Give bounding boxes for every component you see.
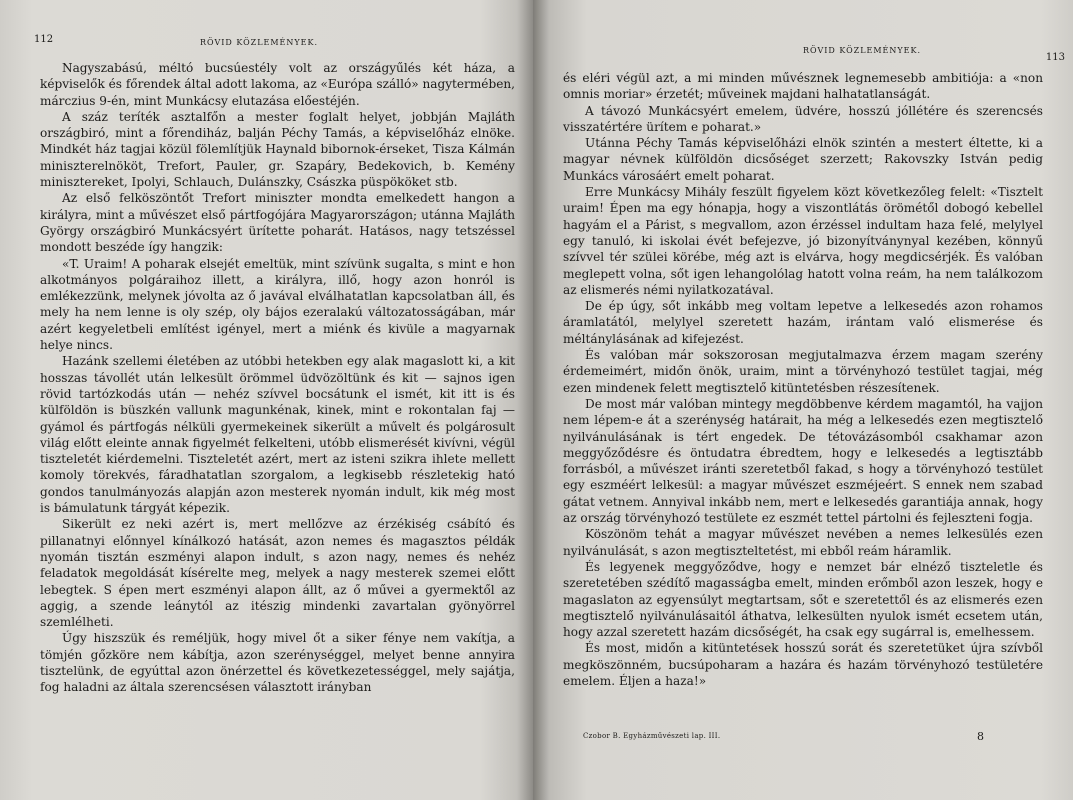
right-page-number: 113 [1045,52,1065,63]
paragraph: Köszönöm tehát a magyar művészet nevében a nemes lelkesülés ezen nyilvánulását, s azon megtiszteltetést, mi ebből reám háramlik. [563,527,1043,558]
paragraph: Nagyszabású, méltó bucsúestély volt az országyűlés két háza, a képviselők és főrendek által adott lakoma, az «Európa szálló» nagytermében, márczius 9-én, mint Munkácsy elutazása előestéjén. [40,61,515,108]
paragraph: És legyenek meggyőződve, hogy e nemzet bár elnéző tiszteletle és szeretetében szédítő magasságba emelt, minden erőmből azon leszek, hogy e magaslaton az egyensúlyt megtartsam, sőt e szeretettől és az elismerés ezen megtisztelő nyilvánulásaitól áthatva, lelkesülten nyulok ismét ecsetem után, hogy azzal szeretett hazám dicsőségét, ha csak egy sugárral is, emelhessem. [563,559,1043,640]
paragraph: «T. Uraim! A poharak elsejét emeltük, mint szívünk sugalta, s mint e hon alkotmányos polgáraihoz illett, a királyra, illő, hogy azon honról is emlékezzünk, melynek jóvolta az ő javával elválhatatlan kapcsolatban áll, és mely ha nem lenne is oly szép, oly bájos ezeralakú változatosságában, már azért kegyeletbeli említést igényel, mert a miénk és kivüle a magyarnak helye nincs. [40,256,515,353]
footer-note: Czobor B. Egyházművészeti lap. III. [583,732,721,740]
paragraph: Hazánk szellemi életében az utóbbi hetekben egy alak magaslott ki, a kit hosszas távollét után lelkesült örömmel üdvözöltünk és kit — sajnos igen rövid tartózkodás után — nehéz szívvel bocsátunk el ismét, kit itt is és külföldön is büszkén vallunk magunkénak, kinek, mint e rokontalan faj — gyámol és pártfogás nélküli gyermekeinek sikerült a művelt és polgárosult világ előtt eleinte annak figyelmét felkelteni, utóbb elismerését kivívni, végül tiszteletét kiérdemelni. Tiszteletét azért, mert az isteni szikra ihlete mellett komoly törekvés, fáradhatatlan szorgalom, a legkisebb részletekig ható gondos tanulmányozás alapján azon mesterek nyomán indult, kik még most is bámulatunk tárgyát képezik. [40,354,515,516]
paragraph: És most, midőn a kitüntetések hosszú sorát és szeretetüket újra szívből megköszönném, bucsúpoharam a hazára és hazám törvényhozó testületére emelem. Éljen a haza!» [563,641,1043,688]
left-page [0,0,533,800]
left-page-number: 112 [34,34,54,45]
paragraph: A távozó Munkácsyért emelem, üdvére, hosszú jóllétére és szerencsés visszatértére ürítem e poharat.» [563,103,1043,134]
paragraph: És valóban már sokszorosan megjutalmazva érzem magam szerény érdemeimért, midőn önök, uraim, mint a törvényhozó testület tagjai, még ezen mindenek felett megtisztelő kitüntetésben részesítenek. [563,348,1043,395]
paragraph: De ép úgy, sőt inkább meg voltam lepetve a lelkesedés azon rohamos áramlatától, melylyel szeretett hazám, irántam való elismerése és méltánylásának ad kifejezést. [563,299,1043,346]
left-running-head [34,34,515,50]
paragraph: Úgy hiszszük és reméljük, hogy mivel őt a siker fénye nem vakítja, a tömjén gőzköre nem kábítja, azon szerénységgel, melyet benne annyira tisztelünk, de egyúttal azon önérzettel és következetességgel, mely sajátja, fog haladni az általa szerencsésen választott irányban [40,631,515,695]
right-page [533,0,1073,800]
paragraph: A száz teríték asztalfőn a mester foglalt helyet, jobbján Majláth országbiró, mint a főrendiház, balján Péchy Tamás, a képviselőház elnöke. Mindkét ház tagjai közül fölemlítjük Haynald bibornok-érseket, Tisza Kálmán miniszterelnököt, Trefort, Pauler, gr. Szapáry, Bedekovich, b. Kemény minisztereket, Ipolyi, Schlauch, Dulánszky, Császka püspököket stb. [40,109,515,190]
left-page-body [40,60,515,696]
left-running-title: RÖVID KÖZLEMÉNYEK. [200,38,319,47]
right-running-head [563,44,1065,63]
paragraph: Sikerült ez neki azért is, mert mellőzve az érzékiség csábító és pillanatnyi előnnyel kínálkozó hatását, azon nemes és magasztos példák nyomán tisztán eszményi alapon indult, s azon nagy, nemes és nehéz feladatok megoldását kísérelte meg, melyek a nagy mesterek szemei előtt lebegtek. S épen mert eszményi alapon állt, az ő művei a gyermektől az aggig, a szende leánytól az itészig mindenki zavartalan gyönyörrel szemlélheti. [40,517,515,630]
paragraph: Utánna Péchy Tamás képviselőházi elnök szintén a mestert éltette, ki a magyar névnek külföldön dicsőséget szerzett; Rakovszky István pedig Munkács városáért emelt poharat. [563,136,1043,183]
paragraph: De most már valóban mintegy megdöbbenve kérdem magamtól, ha vajjon nem lépem-e át a szerénység határait, ha még a lelkesedés ezen megtisztelő nyilvánulásának is tért engedek. De tétovázásomból csakhamar azon meggyőződésre és öntudatra ébredtem, hogy e lelkesedés a legtisztább forrásból, a művészet iránti szeretetből fakad, s hogy a törvényhozó testület egy eszméért lelkesül: a magyar művészet eszméjeért. S ennek nem szabad gátat vetnem. Annyival inkább nem, mert e lelkesedés garantiája annak, hogy az ország törvényhozó testülete ez eszmét tettel pártolni és fejleszteni fogja. [563,396,1043,526]
signature-mark: 8 [977,730,984,743]
paragraph: Az első felköszöntőt Trefort miniszter mondta emelkedett hangon a királyra, mint a művészet első pártfogójára Magyarországon; utánna Majláth György országbiró Munkácsyért ürítette poharát. Hatásos, nagy tetszéssel mondott beszéde így hangzik: [40,191,515,255]
paragraph: Erre Munkácsy Mihály feszült figyelem közt következőleg felelt: «Tisztelt uraim! Épen ma egy hónapja, hogy a viszontlátás örömétől dobogó kebellel hagyám el a Párist, s megvallom, azon érzéssel indultam haza felé, melylyel egy tanuló, ki iskolai évét befejezve, jó bizonyítványnyal kezében, könnyű szívvel tér szülei körébe, még azt is elvárva, hogy megdicsérjék. És valóban meglepett volna, sőt igen lehangolólag hatott volna reám, ha nem találkozom az elismerés némi nyilatkozatával. [563,185,1043,297]
right-running-title: RÖVID KÖZLEMÉNYEK. [803,46,922,55]
right-page-body [563,70,1043,689]
paragraph: és eléri végül azt, a mi minden művésznek legnemesebb ambitiója: a «non omnis moriar» érzetét; műveinek majdani halhatatlanságát. [563,71,1043,102]
